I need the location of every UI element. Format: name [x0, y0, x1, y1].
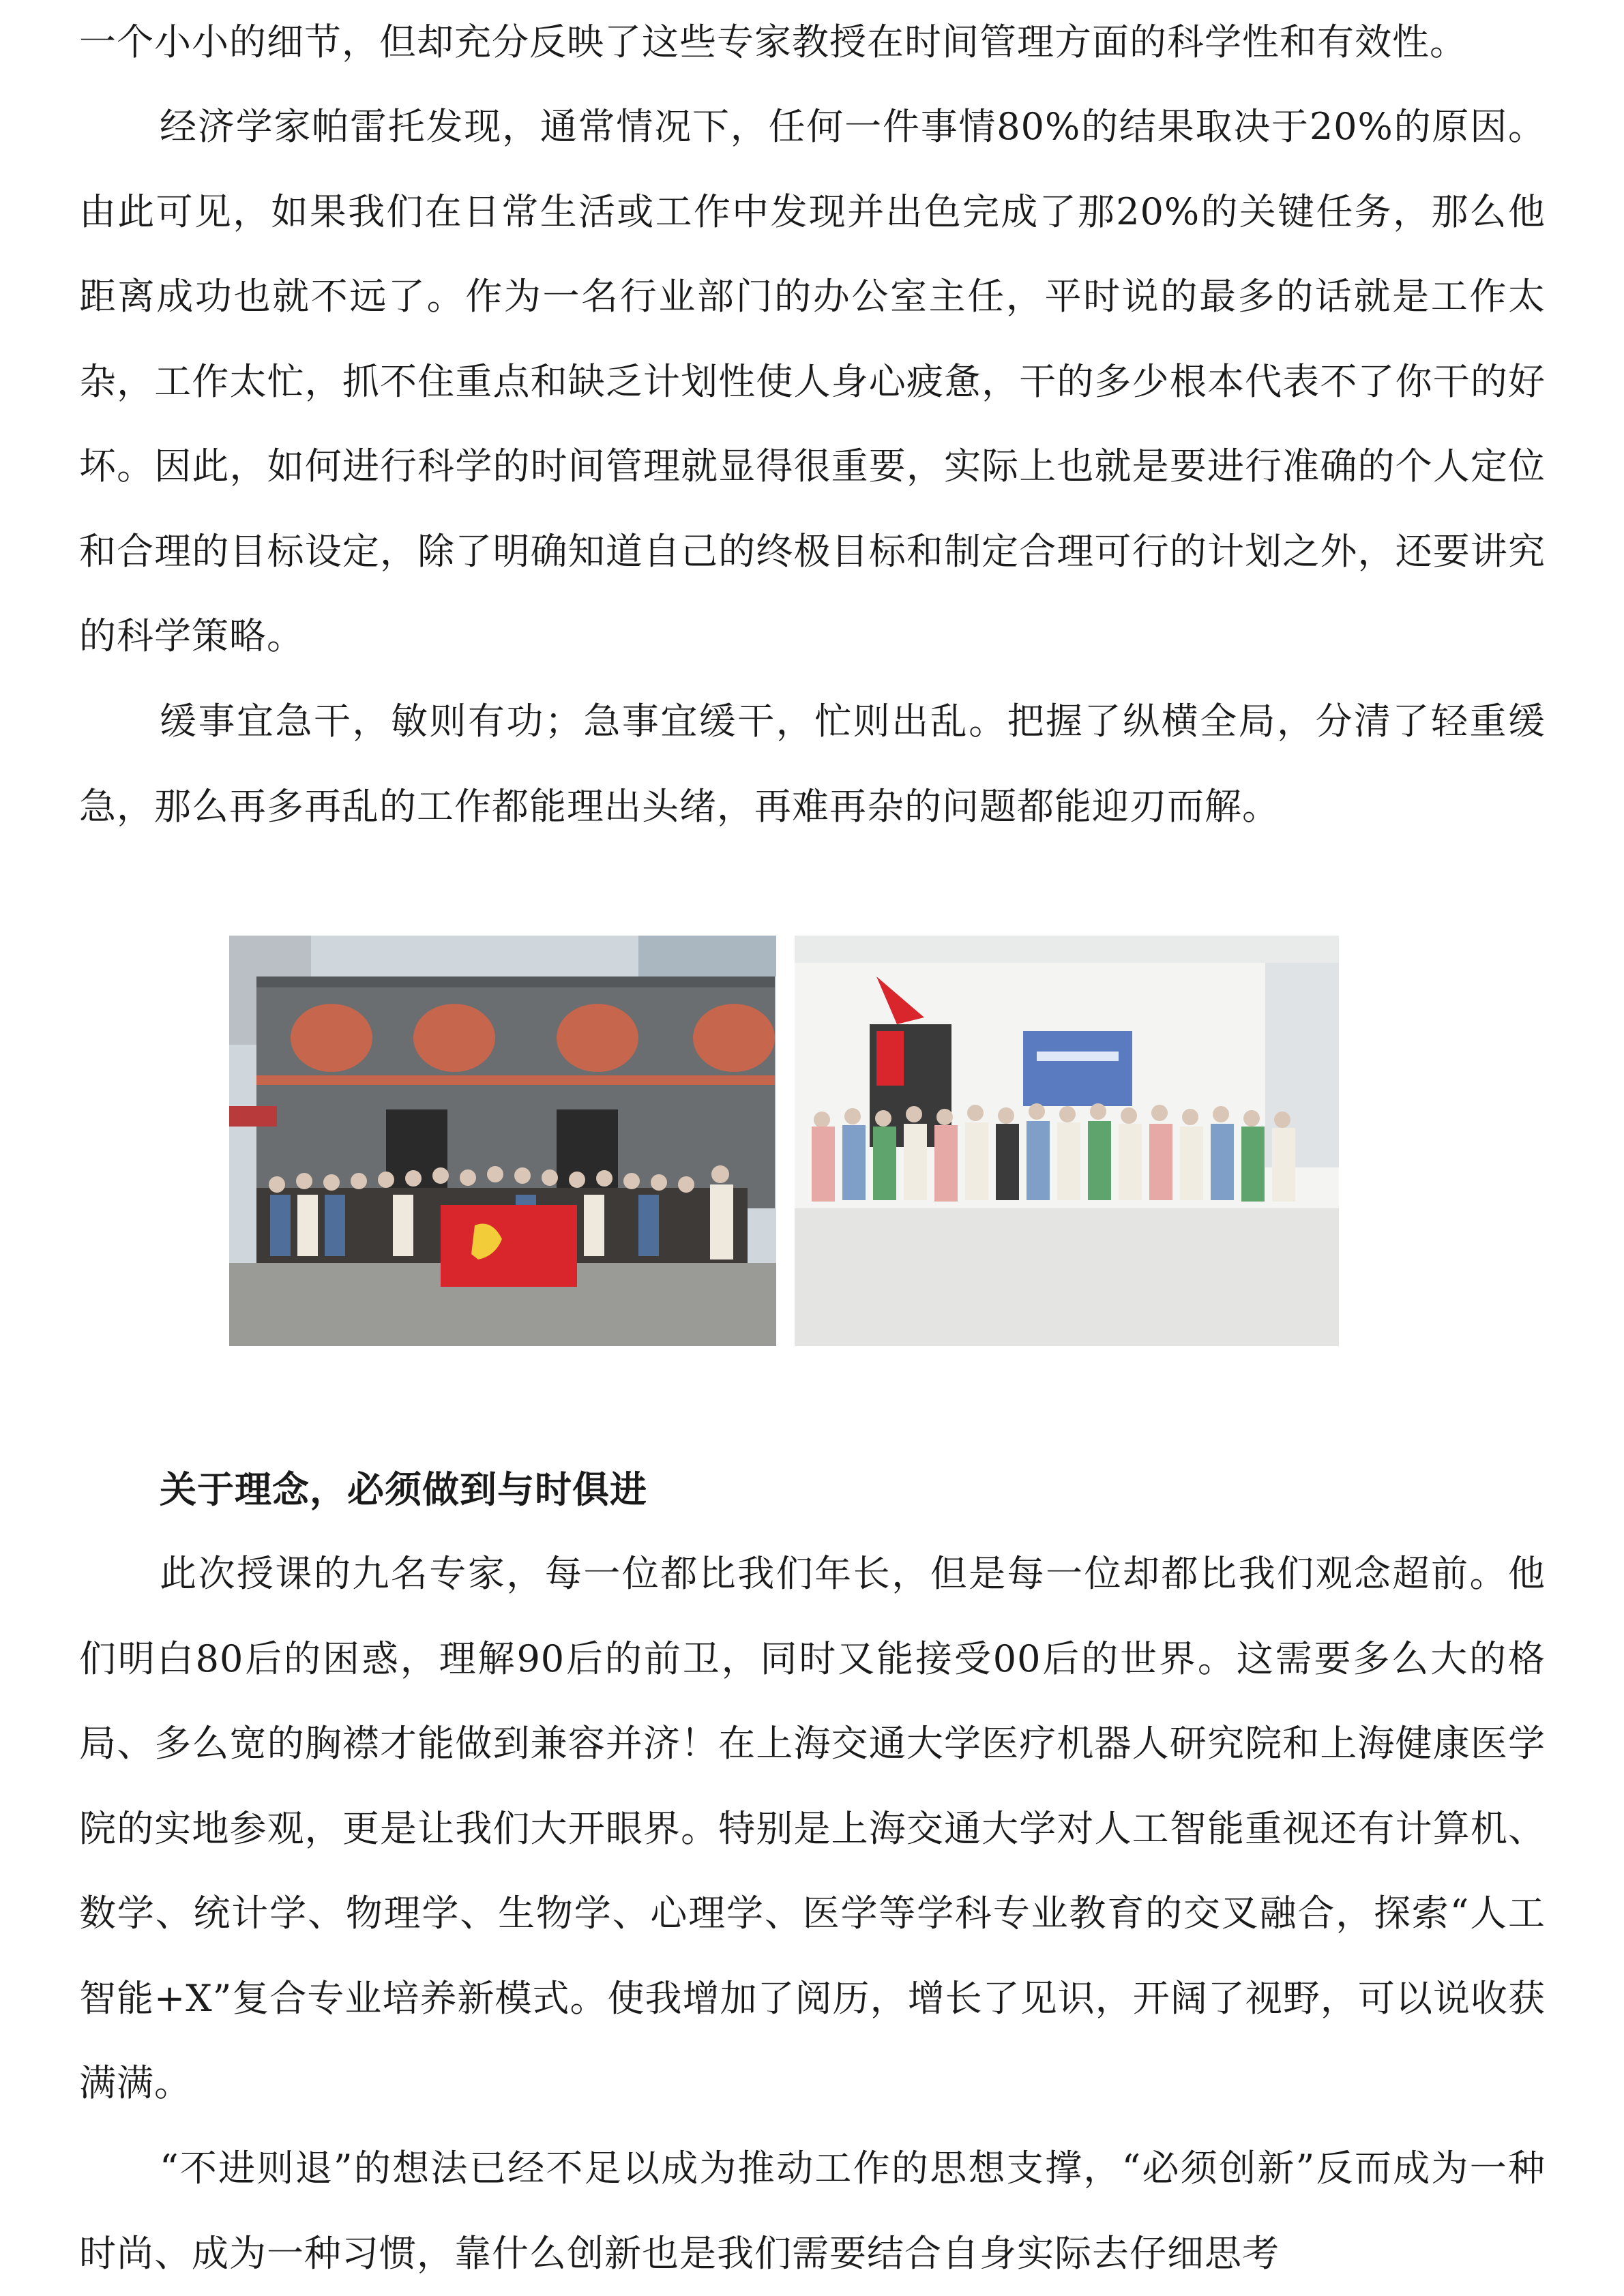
paragraph-1: 一个小小的细节，但却充分反映了这些专家教授在时间管理方面的科学性和有效性。	[79, 20, 1467, 63]
paragraph-experts: 此次授课的九名专家，每一位都比我们年长，但是每一位却都比我们观念超前。他们明白80后的困惑，理解90后的前卫，同时又能接受00后的世界。这需要多么大的格局、多么宽的胸襟才能做到兼容并济！在上海交通大学医疗机器人研究院和上海健康医学院的实地参观，更是让我们大开眼界。特别是上海交通大学对人工智能重视还有计算机、数学、统计学、物理学、生物学、心理学、医学等学科专业教育的交叉融合，探索“人工智能+X”复合专业培养新模式。使我增加了阅历，增长了见识，开阔了视野，可以说收获满满。	[79, 1552, 1546, 2104]
paragraph-priorities: 缓事宜急干，敏则有功；急事宜缓干，忙则出乱。把握了纵横全局，分清了轻重缓急，那么再多再乱的工作都能理出头绪，再难再杂的问题都能迎刃而解。	[79, 700, 1546, 828]
paragraph-pareto: 经济学家帕雷托发现，通常情况下，任何一件事情80%的结果取决于20%的原因。由此可见，如果我们在日常生活或工作中发现并出色完成了那20%的关键任务，那么他距离成功也就不远了。作为一名行业部门的办公室主任，平时说的最多的话就是工作太杂，工作太忙，抓不住重点和缺乏计划性使人身心疲惫，干的多少根本代表不了你干的好坏。因此，如何进行科学的时间管理就显得很重要，实际上也就是要进行准确的个人定位和合理的目标设定，除了明确知道自己的终极目标和制定合理可行的计划之外，还要讲究的科学策略。	[79, 105, 1546, 657]
photo-group-historic-site	[229, 936, 776, 1346]
paragraph-innovation: “不进则退”的想法已经不足以成为推动工作的思想支撑，“必须创新”反而成为一种时尚、成为一种习惯，靠什么创新也是我们需要结合自身实际去仔细思考	[79, 2147, 1546, 2275]
section-heading-concept: 关于理念，必须做到与时俱进	[160, 1467, 647, 1511]
photo-group-indoor-visit-image	[795, 936, 1339, 1346]
photo-group-historic-site-image	[229, 936, 776, 1346]
photo-group-indoor-visit	[795, 936, 1339, 1346]
